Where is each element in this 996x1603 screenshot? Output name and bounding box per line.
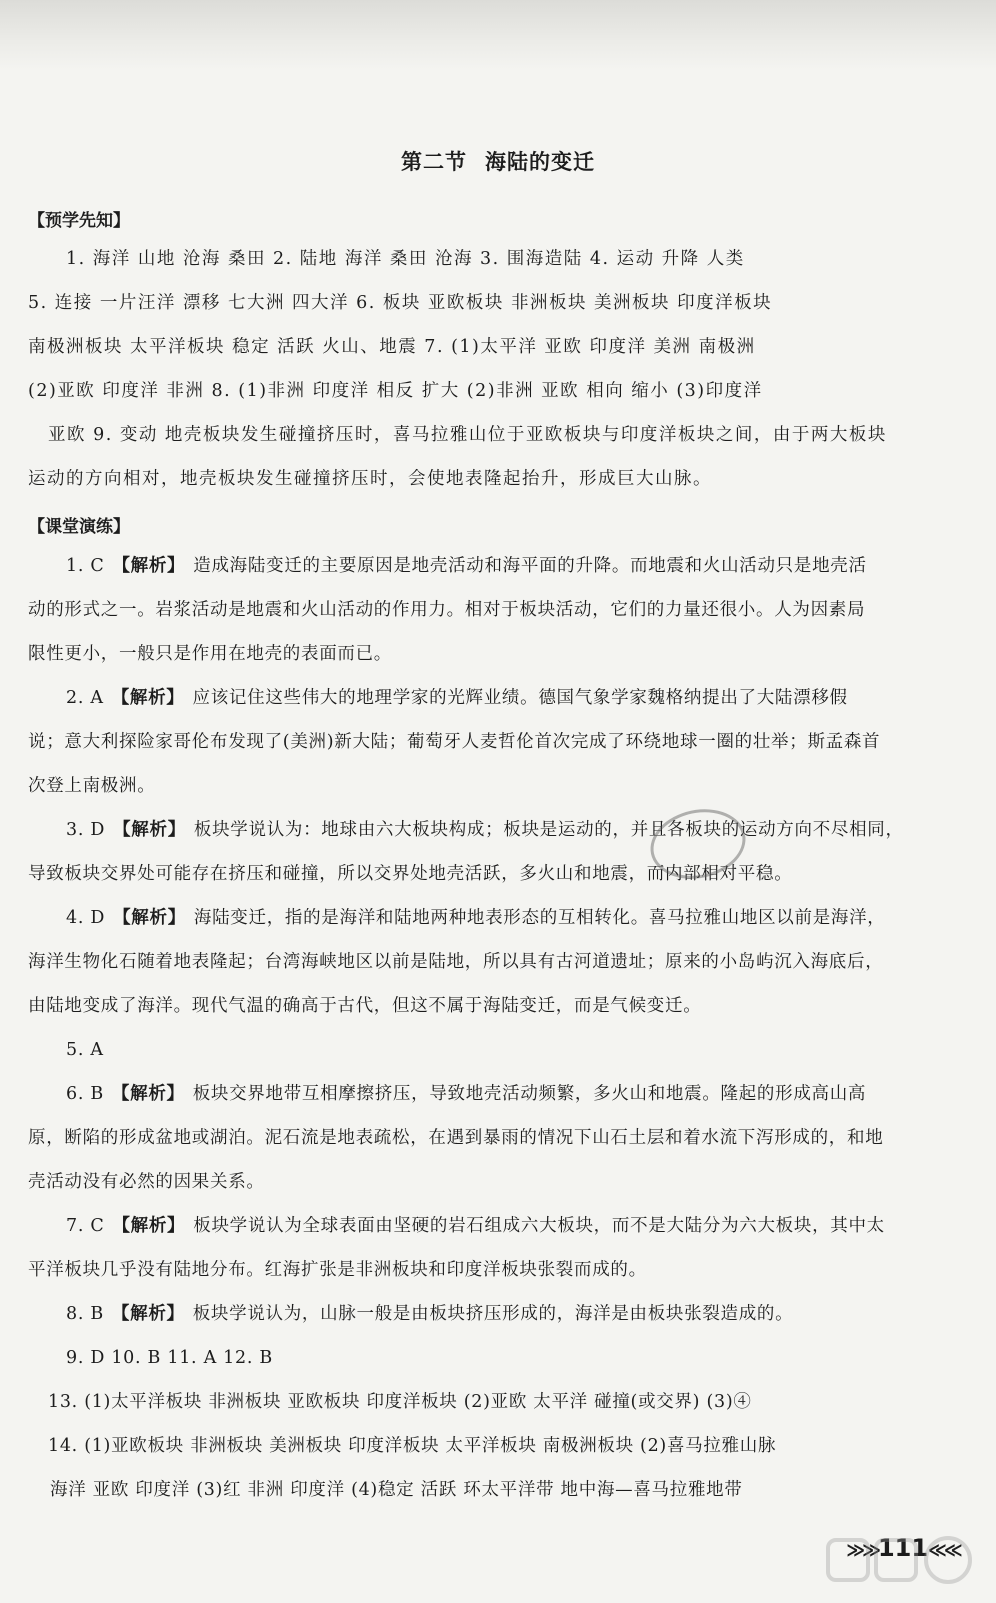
preview-line: 南极洲板块 太平洋板块 稳定 活跃 火山、地震 7. (1)太平洋 亚欧 印度洋 美洲 南极洲 — [28, 337, 756, 357]
watermark-logo — [820, 1530, 990, 1600]
answer-line: 由陆地变成了海洋。现代气温的确高于古代，但这不属于海陆变迁，而是气候变迁。 — [28, 996, 702, 1016]
analysis-label: 【解析】 — [113, 908, 186, 928]
answer-line: 导致板块交界处可能存在挤压和碰撞，所以交界处地壳活跃，多火山和地震，而内部相对平稳。 — [28, 864, 793, 884]
answer-text: 板块交界地带互相摩擦挤压，导致地壳活动频繁，多火山和地震。隆起的形成高山高 — [192, 1084, 867, 1104]
answer-text: 板块学说认为，山脉一般是由板块挤压形成的，海洋是由板块张裂造成的。 — [192, 1304, 794, 1324]
answer-line: 13. (1)太平洋板块 非洲板块 亚欧板块 印度洋板块 (2)亚欧 太平洋 碰撞(或交界) (3)④ — [48, 1392, 752, 1412]
title-section-number: 第二节 — [401, 150, 467, 174]
answer-text: 海陆变迁，指的是海洋和陆地两种地表形态的互相转化。喜马拉雅山地区以前是海洋， — [193, 908, 886, 928]
page-title — [0, 146, 996, 176]
answer-number: 2. A — [66, 688, 104, 708]
preview-line: (2)亚欧 印度洋 非洲 8. (1)非洲 印度洋 相反 扩大 (2)非洲 亚欧 相向 缩小 (3)印度洋 — [28, 381, 763, 401]
analysis-label: 【解析】 — [113, 820, 186, 840]
title-section-name: 海陆的变迁 — [485, 150, 595, 174]
answer-line: 5. A — [66, 1040, 104, 1060]
answer-number: 8. B — [66, 1304, 104, 1324]
right-ornament-icon: ≪≪ — [928, 1540, 960, 1561]
answer-line: 原，断陷的形成盆地或湖泊。泥石流是地表疏松，在遇到暴雨的情况下山石土层和着水流下泻形成的，和地 — [28, 1128, 884, 1148]
answer-line: 海洋 亚欧 印度洋 (3)红 非洲 印度洋 (4)稳定 活跃 环太平洋带 地中海—喜马拉雅地带 — [50, 1480, 743, 1500]
section-heading-preview: 【预学先知】 — [28, 211, 130, 231]
answer-line — [66, 907, 996, 929]
answer-line — [66, 1083, 996, 1105]
analysis-label: 【解析】 — [111, 688, 185, 708]
answer-number: 6. B — [66, 1084, 104, 1104]
left-ornament-icon: ≫≫ — [846, 1540, 878, 1561]
watermark-icon — [820, 1530, 990, 1600]
answer-line: 次登上南极洲。 — [28, 776, 156, 796]
preview-line: 1. 海洋 山地 沧海 桑田 2. 陆地 海洋 桑田 沧海 3. 围海造陆 4. 运动 升降 人类 — [66, 249, 745, 269]
answer-number: 7. C — [66, 1216, 105, 1236]
answer-text: 板块学说认为：地球由六大板块构成；板块是运动的，并且各板块的运动方向不尽相同， — [193, 820, 904, 840]
page-number-value: 111 — [877, 1534, 929, 1562]
answer-text: 造成海陆变迁的主要原因是地壳活动和海平面的升降。而地震和火山活动只是地壳活 — [193, 556, 867, 576]
answer-number: 3. D — [66, 820, 106, 840]
answer-line — [66, 1215, 996, 1237]
answer-text: 应该记住这些伟大的地理学家的光辉业绩。德国气象学家魏格纳提出了大陆漂移假 — [192, 688, 848, 708]
answer-number: 1. C — [66, 556, 105, 576]
analysis-label: 【解析】 — [111, 1084, 185, 1104]
answer-line: 14. (1)亚欧板块 非洲板块 美洲板块 印度洋板块 太平洋板块 南极洲板块 (2)喜马拉雅山脉 — [48, 1436, 777, 1456]
answer-line: 海洋生物化石随着地表隆起；台湾海峡地区以前是陆地，所以具有古河道遗址；原来的小岛屿沉入海底后， — [28, 952, 884, 972]
answer-number: 4. D — [66, 908, 106, 928]
preview-line: 运动的方向相对，地壳板块发生碰撞挤压时，会使地表隆起抬升，形成巨大山脉。 — [28, 469, 712, 489]
answer-text: 板块学说认为全球表面由坚硬的岩石组成六大板块，而不是大陆分为六大板块，其中太 — [193, 1216, 885, 1236]
answer-line: 限性更小，一般只是作用在地壳的表面而已。 — [28, 644, 392, 664]
answer-line — [66, 1303, 996, 1325]
answer-line: 动的形式之一。岩浆活动是地震和火山活动的作用力。相对于板块活动，它们的力量还很小。人为因素局 — [28, 600, 866, 620]
analysis-label: 【解析】 — [112, 556, 186, 576]
answer-line — [66, 819, 996, 841]
answer-line — [66, 555, 996, 577]
answer-line: 9. D 10. B 11. A 12. B — [66, 1348, 273, 1368]
answer-line: 说；意大利探险家哥伦布发现了(美洲)新大陆；葡萄牙人麦哲伦首次完成了环绕地球一圈的壮举；斯孟森首 — [28, 732, 881, 752]
scan-top-shadow — [0, 0, 996, 70]
preview-line: 5. 连接 一片汪洋 漂移 七大洲 四大洋 6. 板块 亚欧板块 非洲板块 美洲板块 印度洋板块 — [28, 293, 773, 313]
section-heading-class: 【课堂演练】 — [28, 517, 130, 537]
answer-line: 平洋板块几乎没有陆地分布。红海扩张是非洲板块和印度洋板块张裂而成的。 — [28, 1260, 647, 1280]
analysis-label: 【解析】 — [111, 1304, 185, 1324]
preview-line: 亚欧 9. 变动 地壳板块发生碰撞挤压时，喜马拉雅山位于亚欧板块与印度洋板块之间，由于两大板块 — [48, 425, 887, 445]
analysis-label: 【解析】 — [112, 1216, 186, 1236]
answer-line: 壳活动没有必然的因果关系。 — [28, 1172, 265, 1192]
answer-line — [66, 687, 996, 709]
